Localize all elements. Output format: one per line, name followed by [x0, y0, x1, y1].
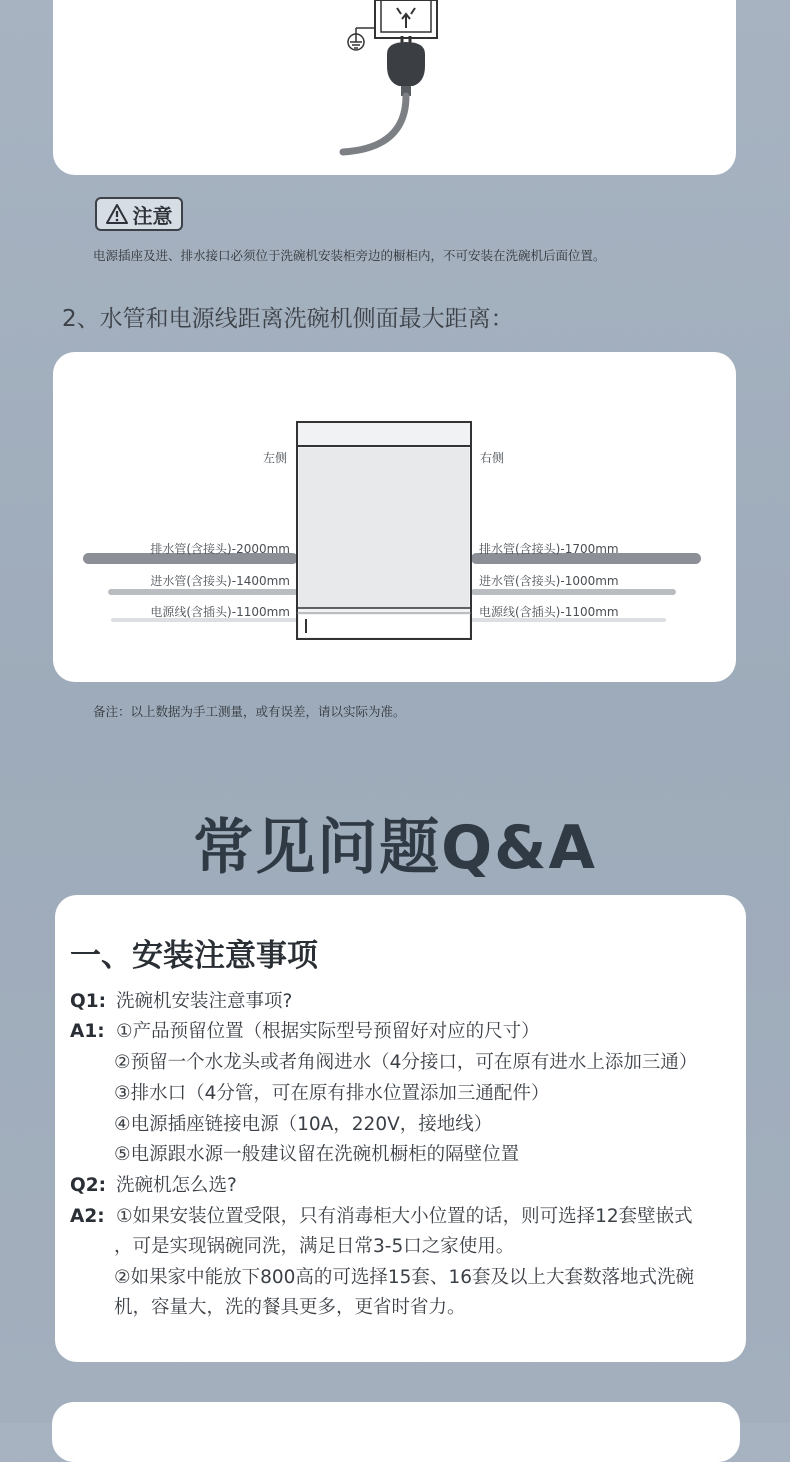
a1-line-3: ③排水口（4分管，可在原有排水位置添加三通配件）	[114, 1083, 550, 1104]
question-1	[70, 989, 292, 1015]
qa-title: 常见问题Q&A	[193, 813, 597, 883]
left-drain-label: 排水管(含接头)-2000mm	[150, 542, 290, 556]
answer-2	[70, 1204, 693, 1230]
inlet-pipe-left	[108, 589, 298, 595]
next-section-card	[52, 1402, 740, 1462]
right-power-label: 电源线(含插头)-1100mm	[479, 605, 619, 619]
a1-line-1: ①产品预留位置（根据实际型号预留好对应的尺寸）	[116, 1021, 540, 1042]
plug-icon	[343, 36, 425, 152]
right-side-label: 右侧	[480, 451, 505, 465]
warning-triangle-icon	[106, 204, 128, 224]
ground-icon	[348, 28, 375, 50]
a2-line-4: 机，容量大，洗的餐具更多，更省时省力。	[114, 1297, 466, 1318]
answer-1	[70, 1019, 540, 1045]
right-drain-label: 排水管(含接头)-1700mm	[479, 542, 619, 556]
qa-subtitle: 一、安装注意事项	[70, 938, 318, 974]
a2-line-1: ①如果安装位置受限，只有消毒柜大小位置的话，则可选择12套壁嵌式	[116, 1206, 693, 1227]
dishwasher-icon	[296, 421, 472, 641]
q2-tag: Q2:	[70, 1175, 106, 1196]
measurement-note: 备注：以上数据为手工测量，或有误差，请以实际为准。	[93, 704, 406, 719]
distance-diagram-card	[53, 352, 736, 682]
a2-line-2: ，可是实现锅碗同洗，满足日常3-5口之家使用。	[114, 1236, 515, 1257]
q1-tag: Q1:	[70, 991, 106, 1012]
socket-illustration-card	[53, 0, 736, 175]
left-side-label: 左侧	[263, 451, 288, 465]
q1-text: 洗碗机安装注意事项?	[116, 991, 293, 1012]
warning-text: 电源插座及进、排水接口必须位于洗碗机安装柜旁边的橱柜内，不可安装在洗碗机后面位置。	[93, 248, 606, 263]
question-2	[70, 1173, 237, 1199]
a1-line-5: ⑤电源跟水源一般建议留在洗碗机橱柜的隔壁位置	[114, 1144, 520, 1165]
left-power-label: 电源线(含插头)-1100mm	[150, 605, 290, 619]
right-inlet-label: 进水管(含接头)-1000mm	[479, 574, 619, 588]
section-heading: 2、水管和电源线距离洗碗机侧面最大距离：	[62, 306, 514, 332]
warning-badge-label: 注意	[132, 203, 173, 228]
a1-line-2: ②预留一个水龙头或者角阀进水（4分接口，可在原有进水上添加三通）	[114, 1052, 698, 1073]
a2-line-3: ②如果家中能放下800高的可选择15套、16套及以上大套数落地式洗碗	[114, 1267, 694, 1288]
warning-badge	[95, 197, 183, 231]
a2-tag: A2:	[70, 1206, 105, 1227]
left-inlet-label: 进水管(含接头)-1400mm	[150, 574, 290, 588]
power-socket-illustration	[53, 0, 736, 175]
a1-line-4: ④电源插座链接电源（10A，220V，接地线）	[114, 1114, 493, 1135]
a1-tag: A1:	[70, 1021, 105, 1042]
inlet-pipe-right	[471, 589, 676, 595]
q2-text: 洗碗机怎么选?	[116, 1175, 237, 1196]
